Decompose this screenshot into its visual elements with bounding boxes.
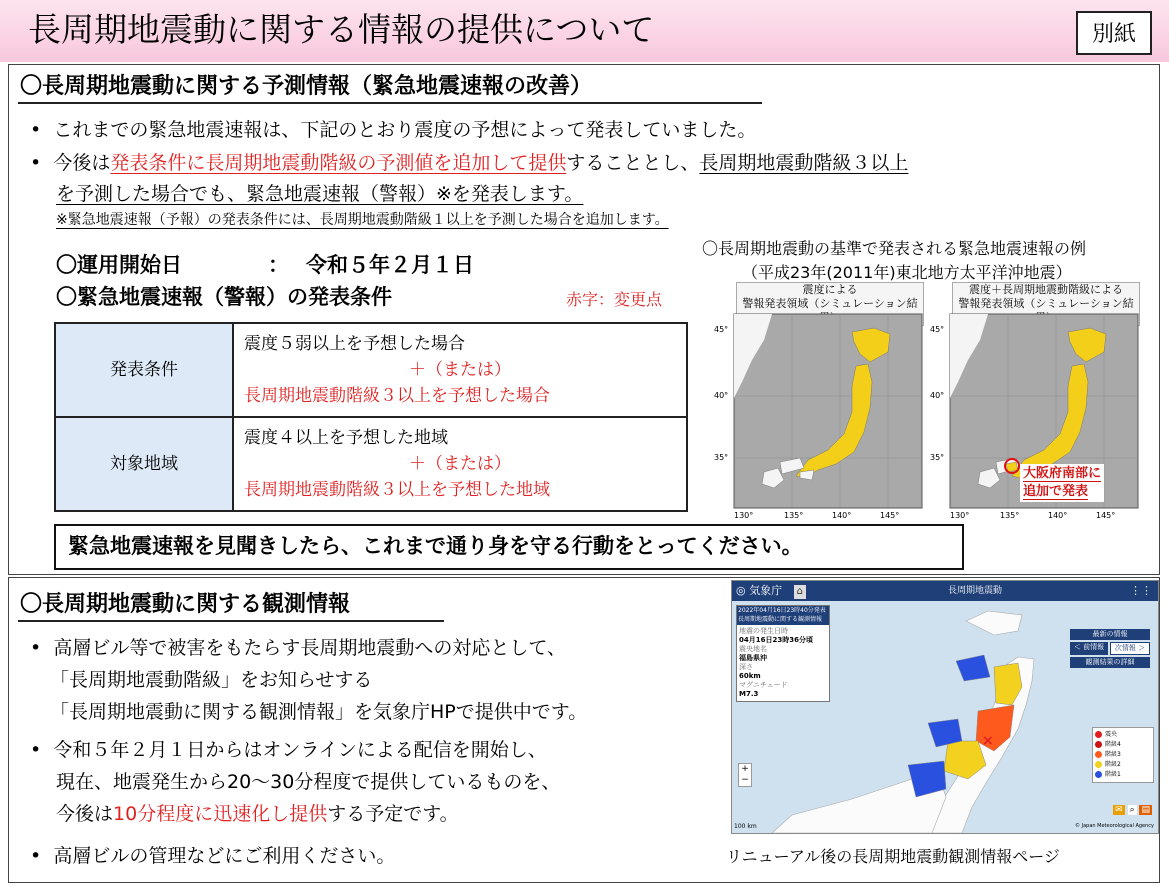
map2-lat-40: 40° (930, 391, 945, 400)
start-date-sep: ： (268, 253, 289, 277)
legend-item: 階級4 (1095, 740, 1151, 750)
jma-topbar (732, 581, 1158, 601)
forecast-bullet-1: • これまでの緊急地震速報は、下記のとおり震度の予想によって発表していました。 (30, 119, 757, 141)
level-swatch-icon (1095, 741, 1102, 748)
latest-button[interactable]: 最新の情報 (1070, 629, 1150, 640)
map-legend (1092, 727, 1154, 783)
bullet-dot: • (30, 739, 42, 761)
attachment-badge: 別紙 (1076, 11, 1152, 55)
map2-lon-130: 130° (950, 511, 970, 520)
legend-item: 階級1 (1095, 770, 1151, 780)
page-title: 長周期地震動に関する情報の提供について (28, 10, 655, 49)
map-tools (1113, 805, 1152, 815)
osaka-annotation: 大阪府南部に 追加で発表 (1020, 464, 1104, 502)
observation-bullet-1-l3: 「長周期地震動に関する観測情報」を気象庁HPで提供中です。 (50, 701, 588, 723)
row-value-condition: 震度５弱以上を予想した場合 ＋（または） 長周期地震動階級３以上を予想した場合 (233, 323, 687, 417)
legend-item: 階級2 (1095, 760, 1151, 770)
observation-bullet-1: • 高層ビル等で被害をもたらす長周期地震動への対応として、 (30, 637, 566, 659)
observation-bullet-3: • 高層ビルの管理などにご利用ください。 (30, 845, 396, 867)
table-row (55, 323, 687, 417)
map2-label: 震度＋長周期地震動階級による 警報発表領域（シミュレーション結 (952, 282, 1140, 326)
start-date-value: 令和５年２月１日 (306, 253, 474, 277)
map1-lon-140: 140° (832, 511, 852, 520)
observation-bullet-2: • 令和５年２月１日からはオンラインによる配信を開始し、 (30, 739, 547, 761)
search-icon[interactable]: ⌕ (1129, 805, 1135, 815)
epicenter-marker: × (982, 733, 994, 749)
map1-lat-35: 35° (714, 453, 729, 462)
map1-lon-135: 135° (784, 511, 804, 520)
observation-bullet-2-l3: 今後は10分程度に迅速化し提供する予定です。 (56, 803, 459, 825)
map1-lat-40: 40° (714, 391, 729, 400)
bullet-dot: • (30, 637, 42, 659)
observation-heading-underline (18, 620, 444, 622)
observation-bullet-2-l2: 現在、地震発生から20～30分程度で提供しているものを、 (56, 771, 561, 793)
jma-logo-icon: ◎ (736, 584, 746, 597)
next-button[interactable]: 次情報 ＞ (1110, 642, 1150, 655)
zoom-out-icon[interactable]: − (741, 775, 749, 785)
jma-agency: 気象庁 (749, 584, 783, 597)
observation-heading: 〇長周期地震動に関する観測情報 (20, 592, 351, 617)
map1-lon-130: 130° (734, 511, 754, 520)
forecast-note: ※緊急地震速報（予報）の発表条件には、長周期地震動階級１以上を予測した場合を追加します。 (56, 212, 669, 228)
detail-button[interactable]: 観測結果の詳細 (1070, 657, 1150, 668)
safety-notice: 緊急地震速報を見聞きしたら、これまで通り身を守る行動をとってください。 (54, 524, 964, 570)
map2-lat-45: 45° (930, 325, 945, 334)
jma-page-screenshot (731, 580, 1159, 834)
map-scale: 100 km (734, 823, 757, 830)
zoom-controls (738, 763, 752, 787)
forecast-bullet-2: • 今後は発表条件に長周期地震動階級の予測値を追加して提供することとし、長周期地震動階級３以上 (30, 152, 909, 174)
map1-label: 震度による 警報発表領域（シミュレーション結 (736, 282, 924, 326)
legend-item: 震央 (1095, 730, 1151, 740)
layer-icon[interactable]: ✉ (1115, 805, 1123, 815)
nav-buttons (1070, 629, 1150, 668)
info-header: 2022年04月16日23時40分発表 (737, 606, 829, 616)
bullet-dot: • (30, 152, 42, 174)
map2-lon-140: 140° (1048, 511, 1068, 520)
bullet-dot: • (30, 845, 42, 867)
row-value-region: 震度４以上を予想した地域 ＋（または） 長周期地震動階級３以上を予想した地域 (233, 417, 687, 511)
example-title: 〇長周期地震動の基準で発表される緊急地震速報の例 (702, 239, 1087, 258)
home-icon[interactable]: ⌂ (794, 585, 806, 599)
map1-lon-145: 145° (880, 511, 900, 520)
book-icon[interactable]: ▤ (1141, 805, 1150, 815)
forecast-heading: 〇長周期地震動に関する予測情報（緊急地震速報の改善） (20, 74, 593, 99)
jma-page-title: 長周期地震動 (948, 586, 1003, 596)
forecast-bullet-2-cont: を予測した場合でも、緊急地震速報（警報）※を発表します。 (56, 183, 584, 205)
row-label-condition: 発表条件 (55, 323, 233, 417)
prev-button[interactable]: ＜ 前情報 (1070, 642, 1108, 655)
map1-intensity (712, 312, 926, 522)
legend-item: 階級3 (1095, 750, 1151, 760)
level-swatch-icon (1095, 761, 1102, 768)
observation-bullet-1-l2: 「長周期地震動階級」をお知らせする (50, 669, 373, 691)
condition-heading: 〇緊急地震速報（警報）の発表条件 (56, 285, 392, 309)
zoom-in-icon[interactable]: + (741, 764, 749, 774)
level-swatch-icon (1095, 751, 1102, 758)
epicenter-icon (1095, 731, 1102, 738)
example-subtitle: （平成23年(2011年)東北地方太平洋沖地震） (742, 263, 1072, 282)
condition-table (54, 322, 688, 512)
start-date-label: 〇運用開始日 (56, 253, 182, 277)
map2-lon-145: 145° (1096, 511, 1116, 520)
screenshot-caption: リニューアル後の長周期地震動観測情報ページ (726, 847, 1060, 866)
bullet-dot: • (30, 119, 42, 141)
table-row (55, 417, 687, 511)
map2-lat-35: 35° (930, 453, 945, 462)
map1-lat-45: 45° (714, 325, 729, 334)
row-label-region: 対象地域 (55, 417, 233, 511)
level-swatch-icon (1095, 771, 1102, 778)
map-copyright: © Japan Meteorological Agency (1075, 823, 1154, 829)
info-sub: 長周期地震動に関する観測情報 (737, 616, 829, 625)
menu-grid-icon[interactable]: ⋮⋮ (1130, 584, 1152, 597)
change-note: 赤字：変更点 (566, 290, 663, 309)
map2-lon-135: 135° (1000, 511, 1020, 520)
quake-info-box: 2022年04月16日23時40分発表 長周期地震動に関する観測情報 地震の発生日時 04月16日23時36分頃 震央地名 福島県沖 深さ 60km マグニチュード M7.3 (736, 605, 830, 702)
forecast-heading-underline (18, 102, 762, 104)
